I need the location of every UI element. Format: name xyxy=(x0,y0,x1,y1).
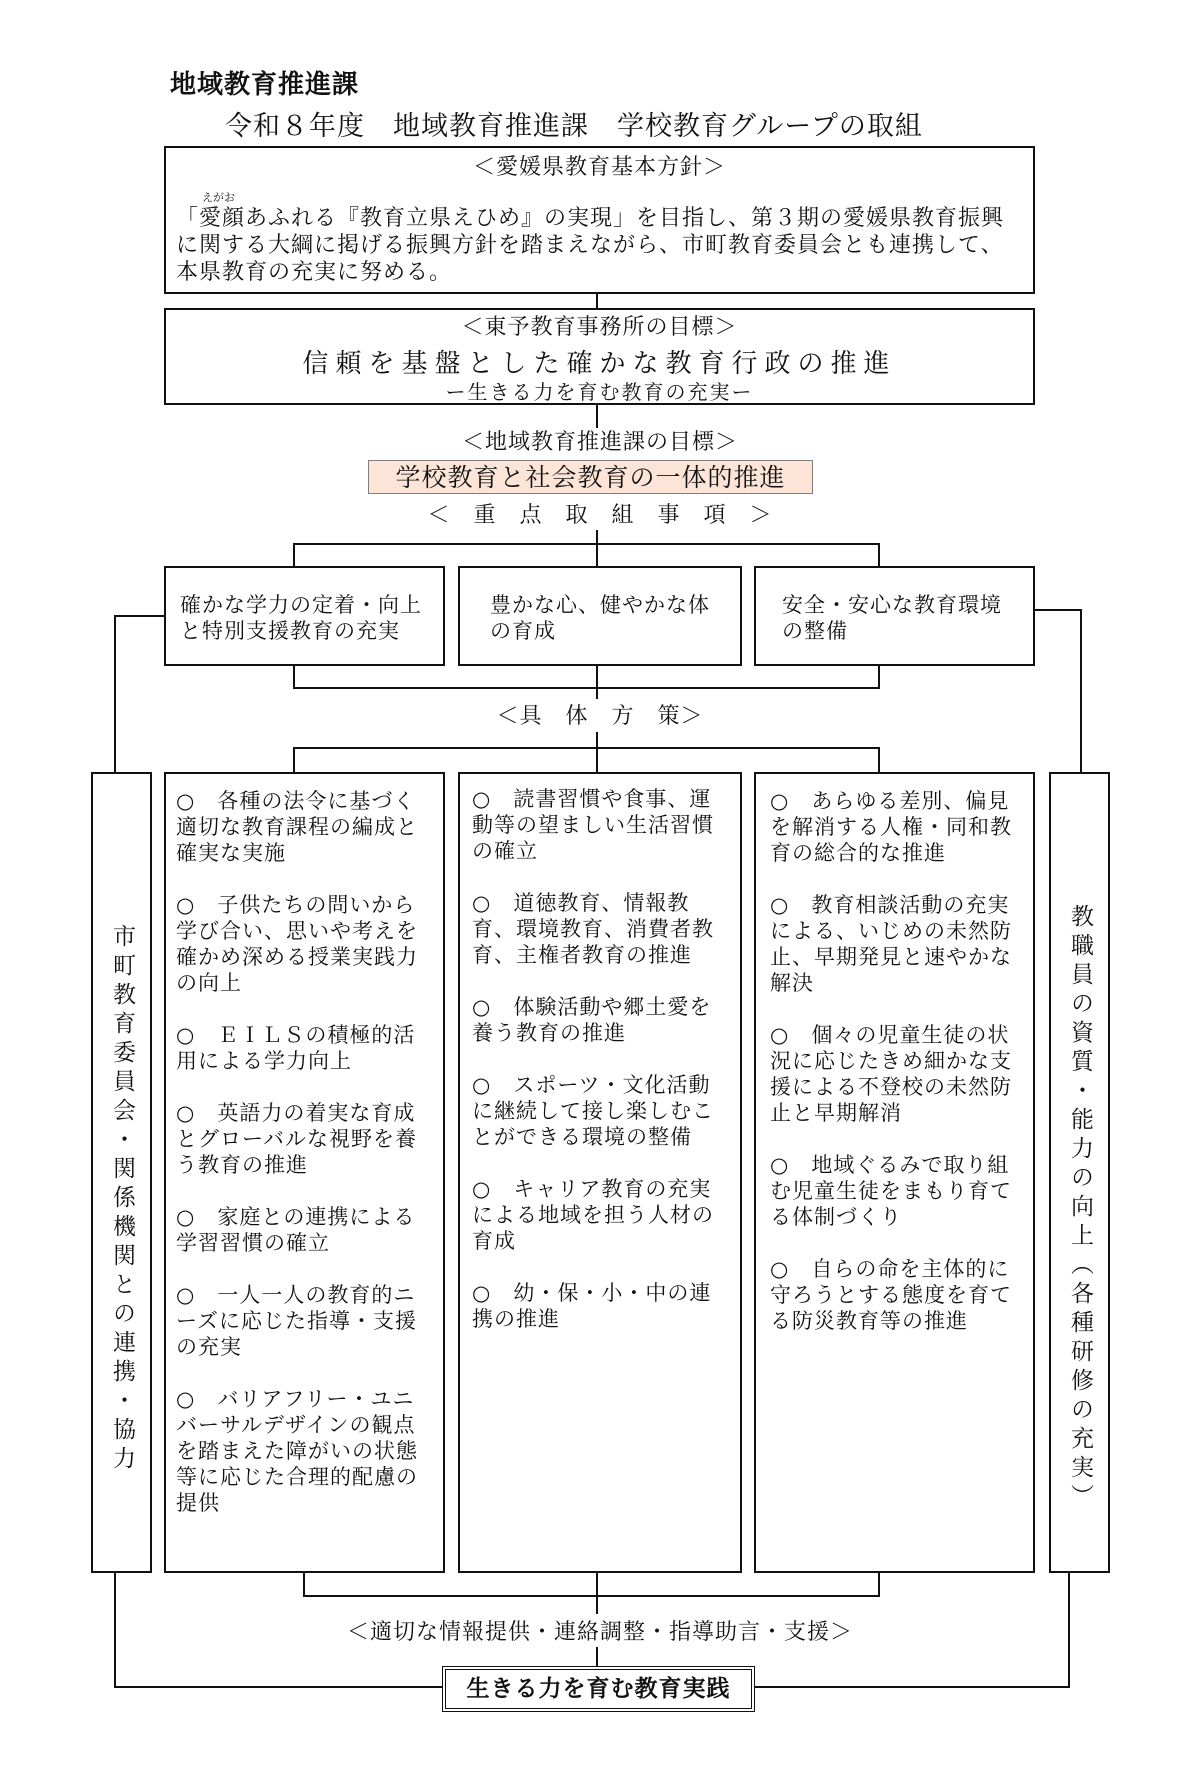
measures-column-academic xyxy=(164,772,445,1573)
measure-item: ○ 道徳教育、情報教育、環境教育、消費者教育、主権者教育の推進 xyxy=(472,891,714,967)
connector-line xyxy=(114,1686,442,1688)
page-title: 令和８年度 地域教育推進課 学校教育グループの取組 xyxy=(225,111,923,142)
priority-text: 豊かな心、健やかな体の育成 xyxy=(490,593,710,643)
policy-text: 「愛顔あふれる『教育立県えひめ』の実現」を目指し、第３期の愛媛県教育振興に関する大綱に掲げる振興方針を踏まえながら、市町教育委員会とも連携して、本県教育の充実に努める。 xyxy=(176,206,1005,285)
department-title: 地域教育推進課 xyxy=(170,70,360,100)
connector-line xyxy=(293,543,880,545)
connector-line xyxy=(596,732,598,748)
priority-box-safety xyxy=(754,566,1035,666)
connector-line xyxy=(596,294,598,308)
measures-column-heart-body xyxy=(458,772,742,1573)
connector-line xyxy=(878,747,880,772)
measure-item: ○ 家庭との連携による学習習慣の確立 xyxy=(176,1205,416,1255)
measure-item: ○ キャリア教育の充実による地域を担う人材の育成 xyxy=(472,1177,714,1253)
measure-list xyxy=(472,786,732,1332)
measure-list xyxy=(176,788,433,1516)
connector-line xyxy=(596,405,598,428)
priority-label: ＜ 重 点 取 組 事 項 ＞ xyxy=(427,503,773,528)
measure-item: ○ 個々の児童生徒の状況に応じたきめ細かな支援による不登校の未然防止と早期解消 xyxy=(770,1023,1012,1125)
connector-line xyxy=(878,1573,880,1596)
side-right-text: 教職員の資質・能力の向上（各種研修の充実） xyxy=(1067,904,1093,1513)
measures-column-safety xyxy=(754,772,1035,1573)
connector-line xyxy=(293,747,880,749)
measure-item: ○ 読書習慣や食事、運動等の望ましい生活習慣の確立 xyxy=(472,787,714,863)
measure-item: ○ バリアフリー・ユニバーサルデザインの観点を踏まえた障がいの状態等に応じた合理的配慮の提供 xyxy=(176,1387,418,1515)
policy-label: ＜愛媛県教育基本方針＞ xyxy=(472,155,726,180)
connector-line xyxy=(596,666,598,688)
final-box xyxy=(442,1666,755,1712)
measure-item: ○ ＥＩＬＳの積極的活用による学力向上 xyxy=(176,1023,416,1073)
office-goal-main: 信頼を基盤とした確かな教育行政の推進 xyxy=(302,349,897,379)
division-goal-main: 学校教育と社会教育の一体的推進 xyxy=(368,460,813,494)
support-label: ＜適切な情報提供・連絡調整・指導助言・支援＞ xyxy=(346,1620,853,1645)
side-box-right xyxy=(1049,772,1110,1573)
measure-item: ○ 各種の法令に基づく適切な教育課程の編成と確実な実施 xyxy=(176,789,418,865)
policy-box xyxy=(164,146,1035,294)
connector-line xyxy=(114,615,116,772)
connector-line xyxy=(596,687,598,699)
office-goal-sub: ー生きる力を育む教育の充実ー xyxy=(445,380,754,404)
policy-ruby: えがお xyxy=(202,191,235,204)
connector-line xyxy=(596,747,598,772)
priority-box-academic xyxy=(164,566,445,666)
measure-list xyxy=(770,788,1023,1334)
connector-line xyxy=(293,666,295,688)
connector-line xyxy=(596,530,598,544)
connector-line xyxy=(293,543,295,566)
measure-item: ○ 幼・保・小・中の連携の推進 xyxy=(472,1281,712,1331)
connector-line xyxy=(596,543,598,566)
measure-item: ○ 英語力の着実な育成とグローバルな視野を養う教育の推進 xyxy=(176,1101,417,1177)
side-box-left xyxy=(91,772,152,1573)
connector-line xyxy=(596,1647,598,1666)
connector-line xyxy=(114,1573,116,1687)
measures-label: ＜具 体 方 策＞ xyxy=(496,704,704,729)
office-goal-box xyxy=(164,308,1035,405)
connector-line xyxy=(755,1686,1070,1688)
measure-item: ○ 一人一人の教育的ニーズに応じた指導・支援の充実 xyxy=(176,1283,417,1359)
measure-item: ○ 地域ぐるみで取り組む児童生徒をまもり育てる体制づくり xyxy=(770,1153,1012,1229)
connector-line xyxy=(878,543,880,566)
connector-line xyxy=(596,1595,598,1614)
measure-item: ○ あらゆる差別、偏見を解消する人権・同和教育の総合的な推進 xyxy=(770,789,1012,865)
measure-item: ○ 教育相談活動の充実による、いじめの未然防止、早期発見と速やかな解決 xyxy=(770,893,1012,995)
measure-item: ○ スポーツ・文化活動に継続して接し楽しむことができる環境の整備 xyxy=(472,1073,714,1149)
connector-line xyxy=(114,615,164,617)
connector-line xyxy=(878,666,880,688)
priority-text: 確かな学力の定着・向上と特別支援教育の充実 xyxy=(180,593,422,643)
connector-line xyxy=(303,1595,880,1597)
connector-line xyxy=(293,687,880,689)
connector-line xyxy=(293,747,295,772)
final-text: 生きる力を育む教育実践 xyxy=(466,1676,731,1702)
side-left-text: 市町教育委員会・関係機関との連携・協力 xyxy=(109,924,135,1475)
measure-item: ○ 体験活動や郷土愛を養う教育の推進 xyxy=(472,995,712,1045)
connector-line xyxy=(596,1573,598,1596)
connector-line xyxy=(1035,609,1082,611)
priority-box-heart-body xyxy=(458,566,742,666)
connector-line xyxy=(1068,1573,1070,1687)
measure-item: ○ 自らの命を主体的に守ろうとする態度を育てる防災教育等の推進 xyxy=(770,1257,1012,1333)
division-goal-label: ＜地域教育推進課の目標＞ xyxy=(461,430,738,455)
connector-line xyxy=(1080,609,1082,772)
priority-text: 安全・安心な教育環境の整備 xyxy=(782,593,1002,643)
connector-line xyxy=(303,1573,305,1596)
measure-item: ○ 子供たちの問いから学び合い、思いや考えを確かめ深める授業実践力の向上 xyxy=(176,893,418,995)
office-goal-label: ＜東予教育事務所の目標＞ xyxy=(461,315,738,340)
